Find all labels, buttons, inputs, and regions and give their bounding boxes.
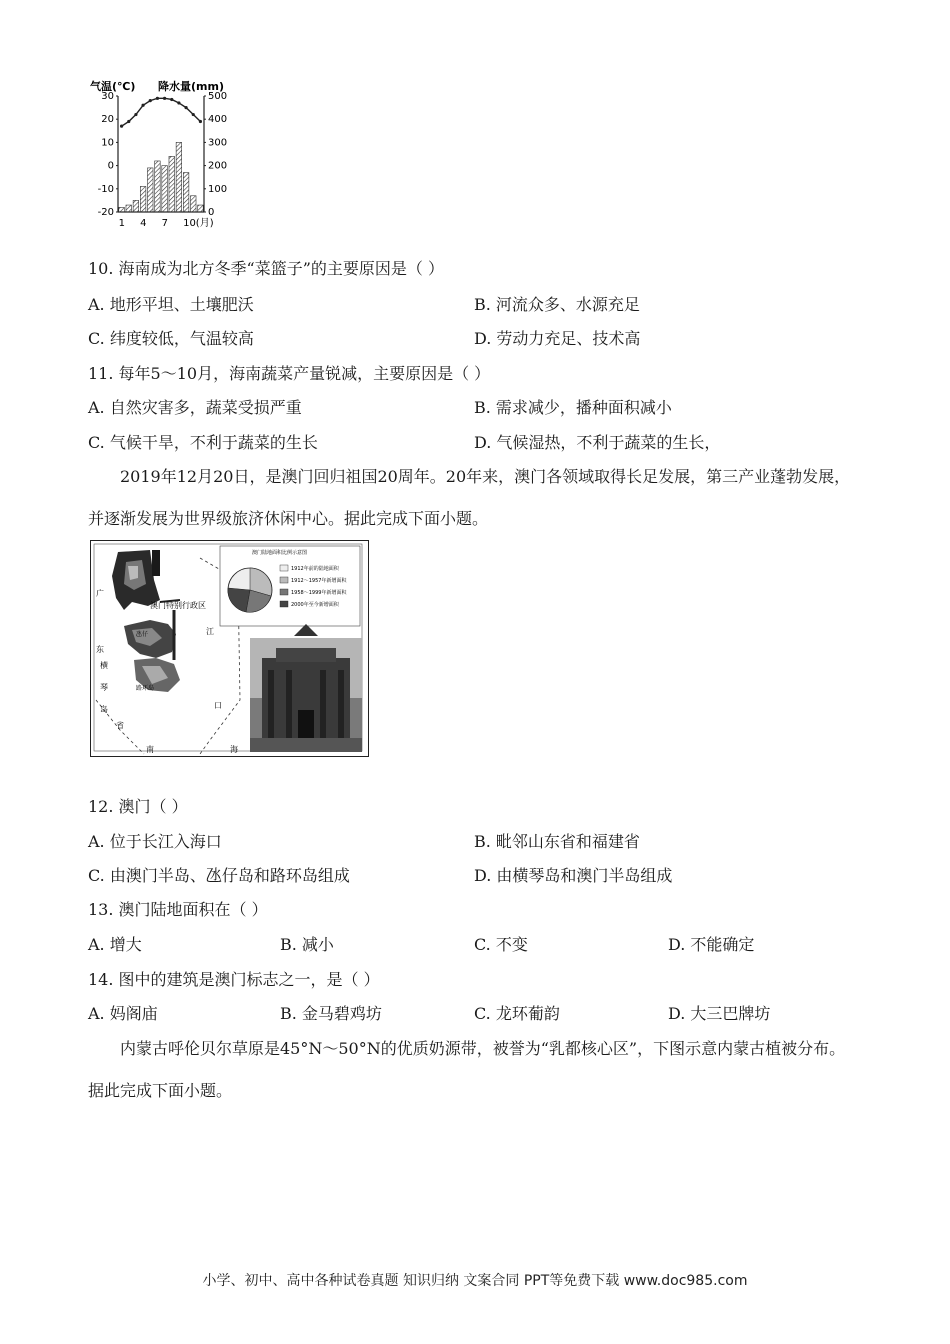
map-label-kou: 口 bbox=[214, 701, 222, 710]
precipitation-bar bbox=[190, 196, 196, 212]
precipitation-bar bbox=[198, 205, 204, 212]
question-13-stem: 13. 澳门陆地面积在（ ） bbox=[88, 900, 268, 919]
precipitation-bar bbox=[140, 186, 146, 212]
temperature-point bbox=[156, 97, 159, 100]
map-label-taipa: 氹仔 bbox=[136, 631, 149, 638]
right-tick-label: 500 bbox=[208, 91, 228, 102]
map-label-qin: 琴 bbox=[100, 683, 108, 692]
map-label-macau-sar: 澳门特别行政区 bbox=[150, 601, 206, 610]
legend-swatch bbox=[280, 577, 288, 583]
right-axis-label: 降水量(mm) bbox=[158, 80, 224, 93]
q10-option-d[interactable]: D. 劳动力充足、技术高 bbox=[474, 329, 641, 348]
q14-option-b[interactable]: B. 金马碧鸡坊 bbox=[280, 1004, 382, 1023]
q11-option-c[interactable]: C. 气候干旱，不利于蔬菜的生长 bbox=[88, 433, 318, 452]
legend-title: 澳门陆地面积比例示意图 bbox=[252, 550, 308, 556]
passage-macau: 2019年12月20日，是澳门回归祖国20周年。20年来，澳门各领域取得长足发展，第三产业蓬勃发展，并逐渐发展为世界级旅济休闲中心。据此完成下面小题。 bbox=[88, 467, 851, 528]
temperature-point bbox=[127, 120, 130, 123]
left-tick-label: 0 bbox=[107, 160, 114, 172]
precipitation-bar bbox=[119, 207, 125, 212]
map-label-coloane: 路环岛 bbox=[136, 685, 155, 692]
map-label-guang: 广 bbox=[96, 589, 104, 598]
x-tick-label: 7 bbox=[161, 218, 168, 229]
right-tick-label: 0 bbox=[208, 207, 215, 218]
map-label-dong: 东 bbox=[96, 645, 104, 654]
temperature-point bbox=[192, 113, 195, 116]
x-tick-label: 4 bbox=[140, 218, 147, 229]
temperature-line bbox=[122, 98, 201, 126]
q13-option-b[interactable]: B. 减小 bbox=[280, 935, 334, 954]
q13-option-c[interactable]: C. 不变 bbox=[474, 935, 528, 954]
q11-option-d[interactable]: D. 气候湿热，不利于蔬菜的生长， bbox=[474, 433, 721, 452]
precipitation-bar bbox=[155, 161, 161, 212]
legend-label: 2000年至今新增面积 bbox=[291, 602, 339, 608]
precipitation-bar bbox=[126, 205, 132, 212]
map-label-nan: 南 bbox=[146, 745, 154, 754]
macau-figure bbox=[90, 540, 370, 758]
q13-option-d[interactable]: D. 不能确定 bbox=[668, 935, 755, 954]
ruins-of-st-paul-photo bbox=[250, 624, 362, 752]
map-label-jiang: 江 bbox=[206, 627, 214, 636]
right-tick-label: 100 bbox=[208, 183, 228, 195]
q14-option-a[interactable]: A. 妈阁庙 bbox=[88, 1004, 158, 1023]
q13-option-a[interactable]: A. 增大 bbox=[88, 935, 142, 954]
precipitation-bar bbox=[176, 142, 182, 212]
right-tick-label: 300 bbox=[208, 137, 228, 149]
passage-inner-mongolia: 内蒙古呼伦贝尔草原是45°N～50°N的优质奶源带，被誉为“乳都核心区”，下图示意内蒙古植被分布。据此完成下面小题。 bbox=[88, 1039, 846, 1100]
right-tick-label: 400 bbox=[208, 114, 228, 126]
x-tick-label: 1 bbox=[118, 218, 125, 229]
q12-option-a[interactable]: A. 位于长江入海口 bbox=[88, 832, 222, 851]
legend-swatch bbox=[280, 601, 288, 607]
left-tick-label: 10 bbox=[101, 137, 114, 149]
temperature-point bbox=[141, 104, 144, 107]
q10-option-b[interactable]: B. 河流众多、水源充足 bbox=[474, 295, 640, 314]
question-14-stem: 14. 图中的建筑是澳门标志之一，是（ ） bbox=[88, 970, 380, 989]
legend-label: 1912年前的陆地面积 bbox=[291, 566, 339, 572]
question-10-stem: 10. 海南成为北方冬季“菜篮子”的主要原因是（ ） bbox=[88, 259, 444, 278]
temperature-point bbox=[170, 98, 173, 101]
left-tick-label: -10 bbox=[97, 183, 114, 195]
q10-option-c[interactable]: C. 纬度较低，气温较高 bbox=[88, 329, 254, 348]
precipitation-bar bbox=[147, 168, 153, 212]
q12-option-b[interactable]: B. 毗邻山东省和福建省 bbox=[474, 832, 640, 851]
map-label-sheng: 省 bbox=[116, 721, 124, 730]
question-11-stem: 11. 每年5～10月，海南蔬菜产量锐减，主要原因是（ ） bbox=[88, 364, 491, 383]
temperature-point bbox=[177, 101, 180, 104]
legend-swatch bbox=[280, 565, 288, 571]
left-tick-label: 20 bbox=[101, 114, 114, 126]
map-label-hai: 海 bbox=[230, 745, 238, 754]
climate-chart bbox=[88, 78, 238, 230]
temperature-point bbox=[120, 125, 123, 128]
left-axis-label: 气温(℃) bbox=[90, 80, 136, 93]
legend-swatch bbox=[280, 589, 288, 595]
q12-option-c[interactable]: C. 由澳门半岛、氹仔岛和路环岛组成 bbox=[88, 866, 350, 885]
temperature-point bbox=[184, 106, 187, 109]
q12-option-d[interactable]: D. 由横琴岛和澳门半岛组成 bbox=[474, 866, 673, 885]
temperature-point bbox=[163, 97, 166, 100]
precipitation-bar bbox=[162, 166, 168, 212]
map-label-heng: 横 bbox=[100, 661, 108, 670]
legend-label: 1912～1957年新增面积 bbox=[291, 578, 347, 584]
land-area-pie bbox=[228, 568, 272, 612]
temperature-point bbox=[134, 113, 137, 116]
precipitation-bar bbox=[183, 173, 189, 212]
map-label-dao: 岛 bbox=[100, 705, 108, 714]
temperature-point bbox=[199, 120, 202, 123]
q10-option-a[interactable]: A. 地形平坦、土壤肥沃 bbox=[88, 295, 254, 314]
question-12-stem: 12. 澳门（ ） bbox=[88, 797, 188, 816]
precipitation-bar bbox=[169, 156, 175, 212]
q14-option-d[interactable]: D. 大三巴牌坊 bbox=[668, 1004, 771, 1023]
left-tick-label: 30 bbox=[101, 91, 114, 102]
left-tick-label: -20 bbox=[97, 207, 114, 218]
right-tick-label: 200 bbox=[208, 160, 228, 172]
temperature-point bbox=[149, 99, 152, 102]
legend-label: 1958～1999年新增面积 bbox=[291, 590, 347, 596]
q14-option-c[interactable]: C. 龙环葡韵 bbox=[474, 1004, 560, 1023]
page-footer[interactable]: 小学、初中、高中各种试卷真题 知识归纳 文案合同 PPT等免费下载 www.doc985.com bbox=[202, 1273, 748, 1289]
q11-option-a[interactable]: A. 自然灾害多，蔬菜受损严重 bbox=[88, 398, 302, 417]
x-tick-label: 10(月) bbox=[183, 218, 214, 229]
q11-option-b[interactable]: B. 需求减少，播种面积减小 bbox=[474, 398, 672, 417]
precipitation-bar bbox=[133, 200, 139, 212]
